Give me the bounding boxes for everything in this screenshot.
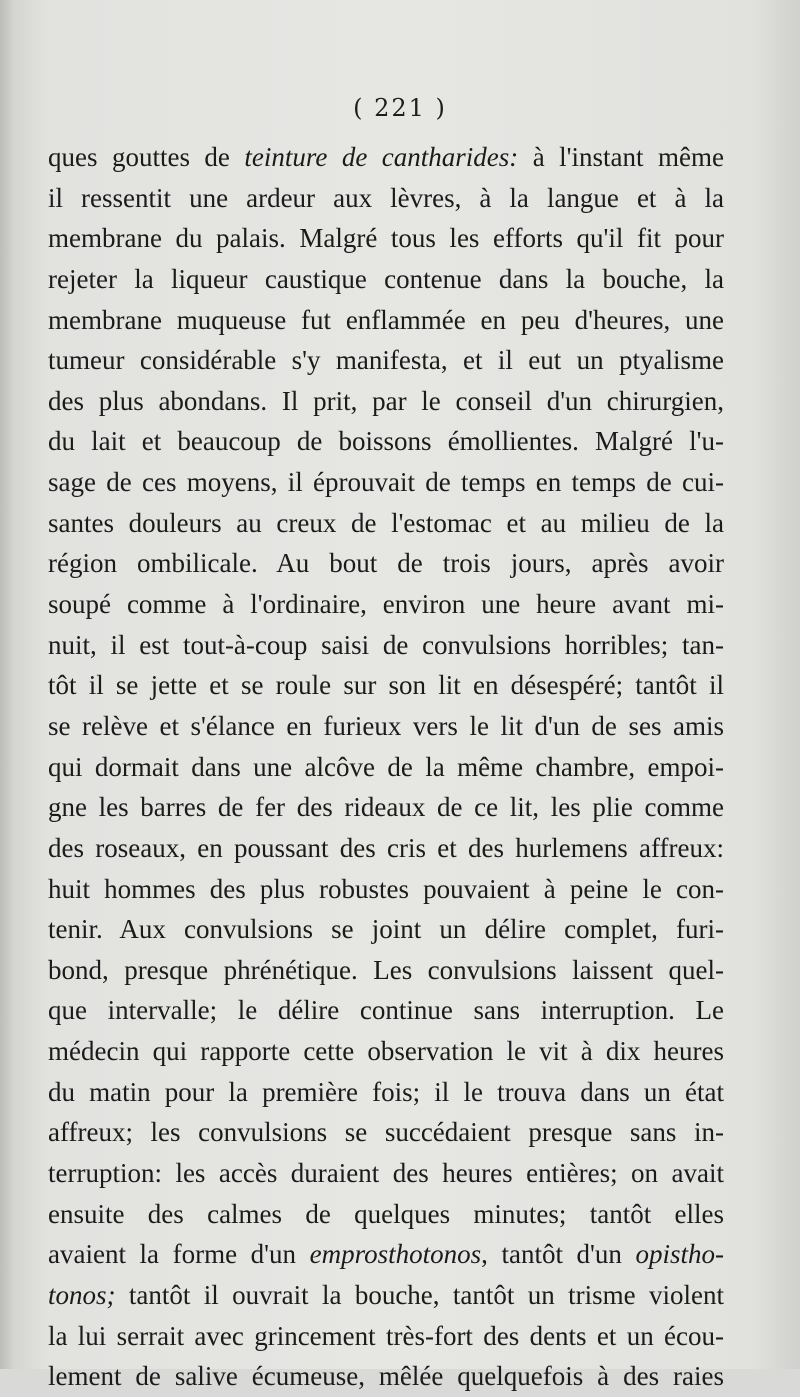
- text-line: [48, 137, 724, 178]
- text-segment: avaient la forme d'un: [48, 1239, 310, 1270]
- text-line: [48, 1275, 724, 1316]
- text-line: [48, 706, 724, 747]
- italic-text: emprosthotonos: [309, 1239, 482, 1270]
- text-segment: rejeter la liqueur caustique contenue dans la bouche, la: [48, 263, 724, 294]
- text-line: [48, 909, 724, 950]
- text-line: [48, 178, 724, 219]
- text-segment: la lui serrait avec grincement très-fort des dents et un écou-: [48, 1320, 724, 1351]
- text-line: [48, 950, 724, 991]
- text-line: [48, 1153, 724, 1194]
- italic-text: tonos;: [48, 1279, 116, 1310]
- body-text: [48, 137, 724, 1397]
- text-line: [48, 300, 724, 341]
- text-segment: huit hommes des plus robustes pouvaient à peine le con-: [48, 873, 724, 904]
- text-line: [48, 828, 724, 869]
- text-segment: du matin pour la première fois; il le trouva dans un état: [48, 1076, 724, 1107]
- text-line: [48, 787, 724, 828]
- text-line: [48, 1356, 724, 1397]
- text-segment: ques gouttes de: [48, 142, 245, 172]
- text-segment: tôt il se jette et se roule sur son lit en désespéré; tantôt il: [48, 670, 724, 701]
- text-line: [48, 503, 724, 544]
- text-segment: tantôt il ouvrait la bouche, tantôt un trisme violent: [115, 1279, 724, 1310]
- text-line: [48, 462, 724, 503]
- italic-text: opistho-: [635, 1239, 724, 1270]
- text-segment: des plus abondans. Il prit, par le conseil d'un chirurgien,: [48, 385, 724, 416]
- text-segment: ensuite des calmes de quelques minutes; tantôt elles: [48, 1198, 724, 1229]
- text-segment: des roseaux, en poussant des cris et des hurlemens affreux:: [48, 832, 724, 863]
- text-segment: il ressentit une ardeur aux lèvres, à la langue et à la: [48, 182, 724, 213]
- text-segment: nuit, il est tout-à-coup saisi de convulsions horribles; tan-: [48, 629, 724, 660]
- text-segment: tenir. Aux convulsions se joint un délire complet, furi-: [48, 914, 724, 945]
- text-line: [48, 218, 724, 259]
- text-segment: se relève et s'élance en furieux vers le lit d'un de ses amis: [48, 710, 724, 741]
- text-line: [48, 990, 724, 1031]
- text-line: [48, 1031, 724, 1072]
- text-line: [48, 869, 724, 910]
- text-segment: médecin qui rapporte cette observation le vit à dix heures: [48, 1036, 724, 1067]
- text-line: [48, 259, 724, 300]
- text-line: [48, 421, 724, 462]
- text-segment: santes douleurs au creux de l'estomac et au milieu de la: [48, 507, 724, 538]
- text-line: [48, 747, 724, 788]
- text-line: [48, 1234, 724, 1275]
- text-line: [48, 1112, 724, 1153]
- text-segment: bond, presque phrénétique. Les convulsions laissent quel-: [48, 954, 724, 985]
- text-line: [48, 625, 724, 666]
- text-segment: , tantôt d'un: [481, 1239, 636, 1270]
- text-segment: membrane muqueuse fut enflammée en peu d'heures, une: [48, 304, 724, 335]
- text-line: [48, 1316, 724, 1357]
- text-line: [48, 381, 724, 422]
- text-segment: que intervalle; le délire continue sans interruption. Le: [48, 995, 724, 1026]
- text-segment: terruption: les accès duraient des heures entières; on avait: [48, 1158, 724, 1189]
- text-segment: à l'instant même: [518, 142, 724, 172]
- page-number: ( 221 ): [353, 94, 447, 122]
- italic-text: teinture de cantharides:: [244, 142, 519, 172]
- text-segment: région ombilicale. Au bout de trois jours, après avoir: [48, 548, 724, 579]
- text-line: [48, 1072, 724, 1113]
- text-segment: gne les barres de fer des rideaux de ce lit, les plie comme: [48, 792, 724, 823]
- text-line: [48, 340, 724, 381]
- text-line: [48, 543, 724, 584]
- text-segment: affreux; les convulsions se succédaient presque sans in-: [48, 1117, 724, 1148]
- text-line: [48, 665, 724, 706]
- text-segment: sage de ces moyens, il éprouvait de temps en temps de cui-: [48, 467, 724, 498]
- text-segment: du lait et beaucoup de boissons émollientes. Malgré l'u-: [48, 426, 724, 457]
- text-segment: membrane du palais. Malgré tous les efforts qu'il fit pour: [48, 223, 724, 254]
- text-line: [48, 584, 724, 625]
- text-line: [48, 1194, 724, 1235]
- text-segment: soupé comme à l'ordinaire, environ une heure avant mi-: [48, 589, 724, 620]
- text-segment: tumeur considérable s'y manifesta, et il eut un ptyalisme: [48, 345, 724, 376]
- text-segment: qui dormait dans une alcôve de la même chambre, empoi-: [48, 751, 724, 782]
- text-segment: lement de salive écumeuse, mêlée quelquefois à des raies: [48, 1361, 724, 1392]
